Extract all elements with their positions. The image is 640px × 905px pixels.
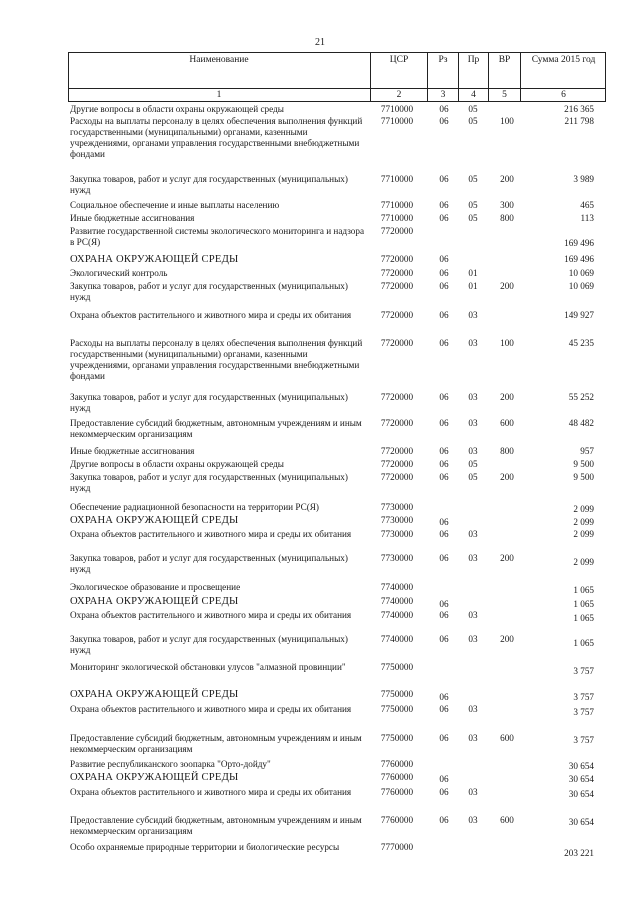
- row-name: Предоставление субсидий бюджетным, автономным учреждениям и иным некоммерческим организациям: [70, 815, 362, 836]
- row-csr: 7710000: [380, 104, 414, 114]
- row-sum: 10 069: [568, 281, 594, 291]
- row-csr: 7720000: [380, 226, 414, 236]
- row-sum: 2 099: [573, 529, 594, 539]
- row-rz: 06: [439, 254, 449, 264]
- row-name: Закупка товаров, работ и услуг для государственных (муниципальных) нужд: [70, 174, 348, 195]
- row-sum: 9 500: [573, 459, 594, 469]
- header-rz: Рз: [427, 52, 458, 88]
- row-name: Другие вопросы в области охраны окружающей среды: [70, 459, 284, 469]
- row-csr: 7720000: [380, 418, 414, 428]
- row-name: Охрана объектов растительного и животного мира и среды их обитания: [70, 529, 352, 539]
- row-name: Закупка товаров, работ и услуг для государственных (муниципальных) нужд: [70, 553, 348, 574]
- row-vr: 200: [500, 392, 514, 402]
- row-pr: 03: [468, 338, 478, 348]
- row-name: Охрана объектов растительного и животного мира и среды их обитания: [70, 610, 352, 620]
- row-csr: 7720000: [380, 392, 414, 402]
- row-pr: 01: [468, 268, 478, 278]
- row-rz: 06: [439, 281, 449, 291]
- row-pr: 05: [468, 200, 478, 210]
- row-vr: 200: [500, 634, 514, 644]
- row-rz: 06: [439, 692, 449, 702]
- row-name: Развитие государственной системы экологического мониторинга и надзора в РС(Я): [70, 226, 365, 247]
- row-rz: 06: [439, 418, 449, 428]
- row-csr: 7720000: [380, 338, 414, 348]
- row-name: Экологическое образование и просвещение: [70, 582, 241, 592]
- row-name: Предоставление субсидий бюджетным, автономным учреждениям и иным некоммерческим организациям: [70, 418, 362, 439]
- row-name: Мониторинг экологической обстановки улусов "алмазной провинции": [70, 662, 346, 672]
- row-rz: 06: [439, 787, 449, 797]
- row-sum: 48 482: [568, 418, 594, 428]
- row-sum: 113: [580, 213, 594, 223]
- row-name: ОХРАНА ОКРУЖАЮЩЕЙ СРЕДЫ: [70, 689, 239, 700]
- row-rz: 06: [439, 213, 449, 223]
- row-pr: 03: [468, 418, 478, 428]
- row-vr: 300: [500, 200, 514, 210]
- row-rz: 06: [439, 599, 449, 609]
- row-vr: 200: [500, 281, 514, 291]
- row-rz: 06: [439, 472, 449, 482]
- row-sum: 30 654: [568, 774, 594, 784]
- row-name: Социальное обеспечение и иные выплаты населению: [70, 200, 280, 210]
- row-csr: 7750000: [380, 704, 414, 714]
- colnum-1: 1: [68, 88, 370, 101]
- row-rz: 06: [439, 704, 449, 714]
- header-csr: ЦСР: [370, 52, 427, 88]
- row-name: Охрана объектов растительного и животного мира и среды их обитания: [70, 704, 352, 714]
- row-sum: 2 099: [573, 557, 594, 567]
- row-pr: 01: [468, 281, 478, 291]
- row-sum: 465: [580, 200, 594, 210]
- row-rz: 06: [439, 338, 449, 348]
- row-csr: 7730000: [380, 502, 414, 512]
- row-name: Закупка товаров, работ и услуг для государственных (муниципальных) нужд: [70, 392, 348, 413]
- row-vr: 800: [500, 446, 514, 456]
- header-vr: ВР: [488, 52, 520, 88]
- row-name: Иные бюджетные ассигнования: [70, 446, 195, 456]
- row-pr: 05: [468, 104, 478, 114]
- row-pr: 05: [468, 459, 478, 469]
- row-rz: 06: [439, 104, 449, 114]
- row-sum: 3 757: [573, 707, 594, 717]
- header-sum: Сумма 2015 год: [520, 52, 606, 88]
- row-rz: 06: [439, 517, 449, 527]
- row-name: Закупка товаров, работ и услуг для государственных (муниципальных) нужд: [70, 634, 348, 655]
- colnum-5: 5: [488, 88, 520, 101]
- row-rz: 06: [439, 392, 449, 402]
- row-rz: 06: [439, 634, 449, 644]
- row-sum: 55 252: [568, 392, 594, 402]
- row-vr: 100: [500, 116, 514, 126]
- row-csr: 7720000: [380, 254, 414, 264]
- row-rz: 06: [439, 446, 449, 456]
- row-csr: 7730000: [380, 515, 414, 525]
- row-csr: 7710000: [380, 213, 414, 223]
- row-csr: 7730000: [380, 553, 414, 563]
- colnum-6: 6: [520, 88, 606, 101]
- row-rz: 06: [439, 174, 449, 184]
- row-sum: 3 757: [573, 735, 594, 745]
- colnum-2: 2: [370, 88, 427, 101]
- header-name: Наименование: [189, 55, 249, 65]
- row-csr: 7730000: [380, 529, 414, 539]
- row-name: ОХРАНА ОКРУЖАЮЩЕЙ СРЕДЫ: [70, 772, 239, 783]
- row-name: ОХРАНА ОКРУЖАЮЩЕЙ СРЕДЫ: [70, 254, 239, 265]
- row-pr: 05: [468, 116, 478, 126]
- row-pr: 03: [468, 704, 478, 714]
- row-pr: 03: [468, 553, 478, 563]
- row-sum: 169 496: [564, 254, 594, 264]
- row-rz: 06: [439, 815, 449, 825]
- row-csr: 7760000: [380, 772, 414, 782]
- row-name: Закупка товаров, работ и услуг для государственных (муниципальных) нужд: [70, 281, 348, 302]
- row-pr: 03: [468, 529, 478, 539]
- row-csr: 7750000: [380, 662, 414, 672]
- row-name: Иные бюджетные ассигнования: [70, 213, 195, 223]
- row-pr: 03: [468, 446, 478, 456]
- row-pr: 03: [468, 815, 478, 825]
- row-csr: 7720000: [380, 446, 414, 456]
- row-csr: 7760000: [380, 787, 414, 797]
- row-csr: 7760000: [380, 815, 414, 825]
- row-pr: 05: [468, 213, 478, 223]
- row-name: Закупка товаров, работ и услуг для государственных (муниципальных) нужд: [70, 472, 348, 493]
- colnum-4: 4: [458, 88, 488, 101]
- row-name: ОХРАНА ОКРУЖАЮЩЕЙ СРЕДЫ: [70, 515, 239, 526]
- row-csr: 7720000: [380, 310, 414, 320]
- row-name: Расходы на выплаты персоналу в целях обеспечения выполнения функций государственными (муниципальными) органами, казенными учреждениями, органами управления государственными внебюджетными фондами: [70, 338, 363, 381]
- row-sum: 10 069: [568, 268, 594, 278]
- row-pr: 03: [468, 392, 478, 402]
- row-sum: 3 989: [573, 174, 594, 184]
- row-csr: 7710000: [380, 174, 414, 184]
- row-csr: 7720000: [380, 459, 414, 469]
- row-pr: 03: [468, 310, 478, 320]
- row-pr: 03: [468, 733, 478, 743]
- row-name: Особо охраняемые природные территории и биологические ресурсы: [70, 842, 340, 852]
- row-sum: 216 365: [564, 104, 594, 114]
- row-sum: 2 099: [573, 517, 594, 527]
- row-vr: 600: [500, 733, 514, 743]
- row-sum: 957: [580, 446, 594, 456]
- row-rz: 06: [439, 553, 449, 563]
- row-csr: 7760000: [380, 759, 414, 769]
- row-vr: 200: [500, 553, 514, 563]
- row-sum: 211 798: [564, 116, 594, 126]
- row-vr: 600: [500, 418, 514, 428]
- row-sum: 203 221: [564, 848, 594, 858]
- row-csr: 7750000: [380, 733, 414, 743]
- row-name: Обеспечение радиационной безопасности на территории РС(Я): [70, 502, 319, 512]
- row-rz: 06: [439, 200, 449, 210]
- row-name: Охрана объектов растительного и животного мира и среды их обитания: [70, 787, 352, 797]
- row-csr: 7720000: [380, 281, 414, 291]
- row-csr: 7720000: [380, 268, 414, 278]
- row-rz: 06: [439, 774, 449, 784]
- row-rz: 06: [439, 268, 449, 278]
- row-sum: 3 757: [573, 666, 594, 676]
- row-sum: 1 065: [573, 613, 594, 623]
- row-csr: 7740000: [380, 634, 414, 644]
- row-name: Расходы на выплаты персоналу в целях обеспечения выполнения функций государственными (муниципальными) органами, казенными учреждениями, органами управления государственными внебюджетными фондами: [70, 116, 363, 159]
- row-sum: 2 099: [573, 504, 594, 514]
- row-pr: 05: [468, 472, 478, 482]
- row-vr: 800: [500, 213, 514, 223]
- colnum-3: 3: [427, 88, 458, 101]
- row-sum: 3 757: [573, 692, 594, 702]
- row-rz: 06: [439, 733, 449, 743]
- row-sum: 30 654: [568, 789, 594, 799]
- row-csr: 7720000: [380, 472, 414, 482]
- row-rz: 06: [439, 610, 449, 620]
- row-vr: 100: [500, 338, 514, 348]
- row-sum: 45 235: [568, 338, 594, 348]
- page-number: 21: [315, 37, 325, 48]
- row-sum: 30 654: [568, 817, 594, 827]
- row-rz: 06: [439, 116, 449, 126]
- row-name: Другие вопросы в области охраны окружающей среды: [70, 104, 284, 114]
- row-sum: 9 500: [573, 472, 594, 482]
- row-sum: 1 065: [573, 638, 594, 648]
- row-csr: 7740000: [380, 582, 414, 592]
- header-pr: Пр: [458, 52, 488, 88]
- row-rz: 06: [439, 459, 449, 469]
- row-sum: 1 065: [573, 599, 594, 609]
- row-pr: 03: [468, 787, 478, 797]
- row-csr: 7740000: [380, 596, 414, 606]
- row-vr: 200: [500, 472, 514, 482]
- row-vr: 200: [500, 174, 514, 184]
- row-pr: 03: [468, 634, 478, 644]
- row-name: Охрана объектов растительного и животного мира и среды их обитания: [70, 310, 352, 320]
- row-name: ОХРАНА ОКРУЖАЮЩЕЙ СРЕДЫ: [70, 596, 239, 607]
- row-name: Экологический контроль: [70, 268, 168, 278]
- row-sum: 30 654: [568, 761, 594, 771]
- row-rz: 06: [439, 310, 449, 320]
- row-vr: 600: [500, 815, 514, 825]
- row-csr: 7740000: [380, 610, 414, 620]
- row-pr: 03: [468, 610, 478, 620]
- row-name: Развитие республиканского зоопарка "Орто-дойду": [70, 759, 271, 769]
- row-name: Предоставление субсидий бюджетным, автономным учреждениям и иным некоммерческим организациям: [70, 733, 362, 754]
- row-sum: 1 065: [573, 585, 594, 595]
- row-csr: 7710000: [380, 200, 414, 210]
- row-csr: 7770000: [380, 842, 414, 852]
- row-rz: 06: [439, 529, 449, 539]
- row-sum: 169 496: [564, 238, 594, 248]
- row-csr: 7750000: [380, 689, 414, 699]
- row-sum: 149 927: [564, 310, 594, 320]
- row-csr: 7710000: [380, 116, 414, 126]
- row-pr: 05: [468, 174, 478, 184]
